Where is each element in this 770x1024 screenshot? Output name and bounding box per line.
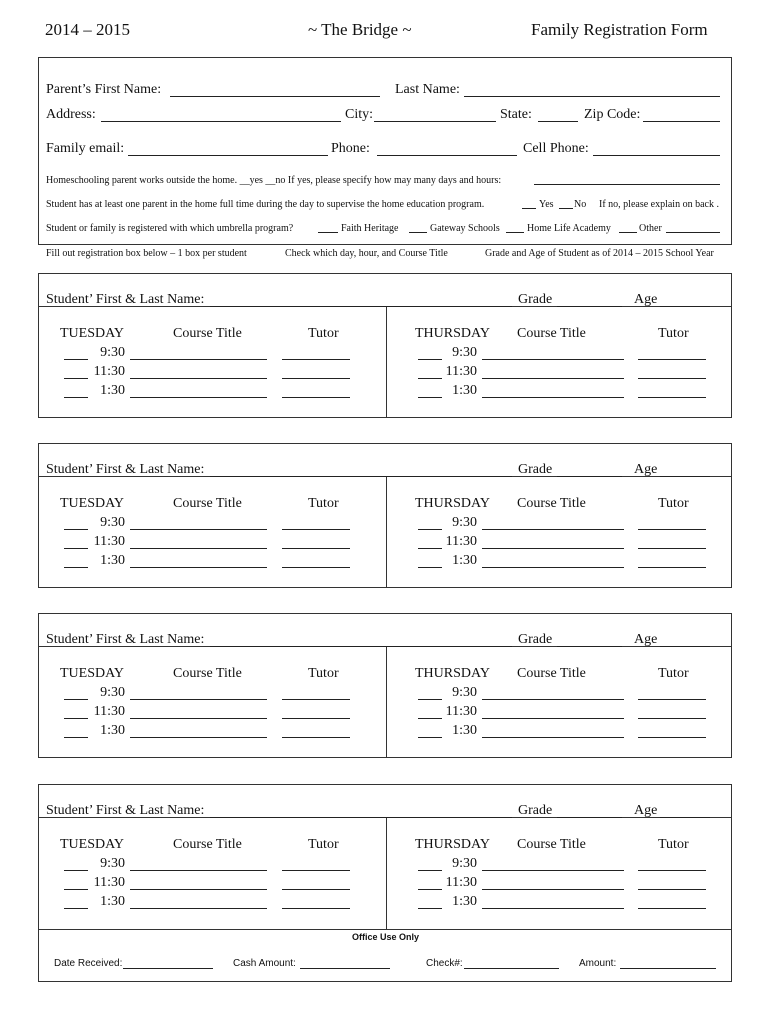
- other-program-field[interactable]: [666, 232, 720, 233]
- course-title-header: Course Title: [517, 326, 586, 341]
- thursday-header: THURSDAY: [415, 496, 490, 511]
- tutor-header: Tutor: [658, 666, 689, 681]
- tuesday-time-label: 1:30: [100, 894, 125, 909]
- course-title-header: Course Title: [173, 496, 242, 511]
- age-label: Age: [634, 462, 658, 477]
- thursday-tutor-field[interactable]: [638, 397, 706, 398]
- instruction-grade-age: Grade and Age of Student as of 2014 – 2015 School Year: [485, 248, 714, 259]
- office-use-title: Office Use Only: [352, 932, 420, 942]
- home-life-academy-blank[interactable]: [506, 232, 524, 233]
- tuesday-course-field[interactable]: [130, 908, 267, 909]
- umbrella-program-question: Student or family is registered with which umbrella program?: [46, 223, 294, 234]
- thursday-time-label: 1:30: [452, 894, 477, 909]
- thursday-tutor-field[interactable]: [638, 567, 706, 568]
- tuesday-time-label: 11:30: [93, 364, 125, 379]
- student-name-field[interactable]: [210, 646, 512, 647]
- thursday-course-field[interactable]: [482, 908, 624, 909]
- tuesday-tutor-field[interactable]: [282, 908, 350, 909]
- tuesday-time-label: 1:30: [100, 723, 125, 738]
- age-label: Age: [634, 803, 658, 818]
- tutor-header: Tutor: [658, 326, 689, 341]
- tuesday-tutor-field[interactable]: [282, 870, 350, 871]
- tuesday-time-label: 11:30: [93, 875, 125, 890]
- cell-phone-label: Cell Phone:: [523, 141, 589, 156]
- thursday-time-label: 1:30: [452, 723, 477, 738]
- date-received-field[interactable]: [123, 968, 213, 969]
- tuesday-tutor-field[interactable]: [282, 548, 350, 549]
- thursday-course-field[interactable]: [482, 397, 624, 398]
- faith-heritage-label: Faith Heritage: [341, 223, 399, 234]
- thursday-course-field[interactable]: [482, 548, 624, 549]
- tuesday-header: TUESDAY: [60, 837, 125, 852]
- tuesday-tutor-field[interactable]: [282, 718, 350, 719]
- amount-field[interactable]: [620, 968, 716, 969]
- office-use-divider: [38, 929, 732, 930]
- city-label: City:: [345, 107, 374, 122]
- course-title-header: Course Title: [517, 666, 586, 681]
- tutor-header: Tutor: [308, 666, 339, 681]
- city-field[interactable]: [374, 121, 496, 122]
- tuesday-tutor-field[interactable]: [282, 397, 350, 398]
- amount-label: Amount:: [579, 958, 617, 969]
- parent-last-name-label: Last Name:: [395, 82, 460, 97]
- tuesday-course-field[interactable]: [130, 397, 267, 398]
- tuesday-tutor-field[interactable]: [282, 889, 350, 890]
- tuesday-course-field[interactable]: [130, 567, 267, 568]
- other-program-blank[interactable]: [619, 232, 637, 233]
- full-time-parent-question: Student has at least one parent in the home full time during the day to supervise the home education program.: [46, 199, 485, 210]
- tuesday-time-label: 9:30: [100, 345, 125, 360]
- tuesday-time-label: 11:30: [93, 704, 125, 719]
- cell-phone-field[interactable]: [593, 155, 720, 156]
- thursday-time-label: 11:30: [445, 534, 477, 549]
- student-name-label: Student’ First & Last Name:: [46, 292, 205, 307]
- tuesday-time-label: 1:30: [100, 383, 125, 398]
- check-number-field[interactable]: [464, 968, 559, 969]
- day-divider: [386, 646, 387, 758]
- gateway-schools-blank[interactable]: [409, 232, 427, 233]
- course-title-header: Course Title: [517, 496, 586, 511]
- age-field[interactable]: [660, 646, 710, 647]
- thursday-course-field[interactable]: [482, 529, 624, 530]
- grade-field[interactable]: [557, 476, 622, 477]
- student-name-label: Student’ First & Last Name:: [46, 803, 205, 818]
- parent-first-name-field[interactable]: [170, 96, 380, 97]
- tuesday-tutor-field[interactable]: [282, 737, 350, 738]
- program-title: ~ The Bridge ~: [308, 20, 412, 39]
- cash-amount-label: Cash Amount:: [233, 958, 296, 969]
- thursday-tutor-field[interactable]: [638, 359, 706, 360]
- works-outside-question: Homeschooling parent works outside the home. __yes __no If yes, please specify how may many days and hours:: [46, 175, 502, 186]
- grade-field[interactable]: [557, 306, 622, 307]
- grade-label: Grade: [518, 462, 553, 477]
- age-field[interactable]: [660, 306, 710, 307]
- thursday-time-label: 9:30: [452, 345, 477, 360]
- email-label: Family email:: [46, 141, 125, 156]
- thursday-tutor-field[interactable]: [638, 889, 706, 890]
- tuesday-header: TUESDAY: [60, 326, 125, 341]
- phone-label: Phone:: [331, 141, 370, 156]
- student-name-field[interactable]: [210, 476, 512, 477]
- thursday-time-label: 11:30: [445, 364, 477, 379]
- tuesday-course-field[interactable]: [130, 870, 267, 871]
- tuesday-course-field[interactable]: [130, 548, 267, 549]
- tuesday-header: TUESDAY: [60, 496, 125, 511]
- thursday-course-field[interactable]: [482, 870, 624, 871]
- check-number-label: Check#:: [426, 958, 463, 969]
- thursday-tutor-field[interactable]: [638, 378, 706, 379]
- tutor-header: Tutor: [658, 496, 689, 511]
- instruction-box-per-student: Fill out registration box below – 1 box per student: [46, 248, 247, 259]
- thursday-tutor-field[interactable]: [638, 699, 706, 700]
- form-title: Family Registration Form: [531, 20, 708, 39]
- tuesday-course-field[interactable]: [130, 718, 267, 719]
- thursday-tutor-field[interactable]: [638, 908, 706, 909]
- grade-label: Grade: [518, 803, 553, 818]
- other-program-label: Other: [639, 223, 662, 234]
- thursday-time-label: 1:30: [452, 383, 477, 398]
- home-life-academy-label: Home Life Academy: [527, 223, 611, 234]
- zip-field[interactable]: [643, 121, 720, 122]
- date-received-label: Date Received:: [54, 958, 123, 969]
- thursday-time-label: 11:30: [445, 704, 477, 719]
- grade-field[interactable]: [557, 817, 622, 818]
- thursday-course-field[interactable]: [482, 699, 624, 700]
- thursday-tutor-field[interactable]: [638, 548, 706, 549]
- student-name-label: Student’ First & Last Name:: [46, 632, 205, 647]
- faith-heritage-blank[interactable]: [318, 232, 338, 233]
- parent-last-name-field[interactable]: [464, 96, 720, 97]
- course-title-header: Course Title: [173, 837, 242, 852]
- thursday-time-label: 9:30: [452, 856, 477, 871]
- thursday-time-label: 9:30: [452, 685, 477, 700]
- tuesday-time-label: 9:30: [100, 515, 125, 530]
- tuesday-course-field[interactable]: [130, 889, 267, 890]
- tuesday-course-field[interactable]: [130, 737, 267, 738]
- thursday-header: THURSDAY: [415, 326, 490, 341]
- thursday-course-field[interactable]: [482, 567, 624, 568]
- thursday-tutor-field[interactable]: [638, 737, 706, 738]
- thursday-course-field[interactable]: [482, 378, 624, 379]
- thursday-course-field[interactable]: [482, 737, 624, 738]
- age-label: Age: [634, 292, 658, 307]
- age-field[interactable]: [660, 476, 710, 477]
- tuesday-tutor-field[interactable]: [282, 359, 350, 360]
- age-field[interactable]: [660, 817, 710, 818]
- thursday-time-label: 1:30: [452, 553, 477, 568]
- tuesday-time-label: 1:30: [100, 553, 125, 568]
- student-name-label: Student’ First & Last Name:: [46, 462, 205, 477]
- tuesday-course-field[interactable]: [130, 359, 267, 360]
- tutor-header: Tutor: [308, 837, 339, 852]
- state-label: State:: [500, 107, 532, 122]
- grade-field[interactable]: [557, 646, 622, 647]
- tuesday-tutor-field[interactable]: [282, 567, 350, 568]
- thursday-tutor-field[interactable]: [638, 718, 706, 719]
- tuesday-course-field[interactable]: [130, 378, 267, 379]
- tuesday-time-label: 11:30: [93, 534, 125, 549]
- instruction-check-day: Check which day, hour, and Course Title: [285, 248, 448, 259]
- thursday-tutor-field[interactable]: [638, 870, 706, 871]
- tutor-header: Tutor: [658, 837, 689, 852]
- full-time-no-blank[interactable]: [559, 208, 573, 209]
- cash-amount-field[interactable]: [300, 968, 390, 969]
- tuesday-tutor-field[interactable]: [282, 378, 350, 379]
- full-time-yes-label: Yes: [539, 199, 554, 210]
- email-field[interactable]: [128, 155, 328, 156]
- student-name-field[interactable]: [210, 306, 512, 307]
- tutor-header: Tutor: [308, 326, 339, 341]
- student-name-field[interactable]: [210, 817, 512, 818]
- thursday-header: THURSDAY: [415, 837, 490, 852]
- full-time-yes-blank[interactable]: [522, 208, 536, 209]
- thursday-course-field[interactable]: [482, 889, 624, 890]
- phone-field[interactable]: [377, 155, 517, 156]
- address-field[interactable]: [101, 121, 341, 122]
- address-label: Address:: [46, 107, 96, 122]
- state-field[interactable]: [538, 121, 578, 122]
- tuesday-tutor-field[interactable]: [282, 699, 350, 700]
- thursday-header: THURSDAY: [415, 666, 490, 681]
- parent-first-name-label: Parent’s First Name:: [46, 82, 162, 97]
- tuesday-course-field[interactable]: [130, 699, 267, 700]
- day-divider: [386, 817, 387, 929]
- grade-label: Grade: [518, 632, 553, 647]
- thursday-course-field[interactable]: [482, 718, 624, 719]
- tuesday-course-field[interactable]: [130, 529, 267, 530]
- thursday-tutor-field[interactable]: [638, 529, 706, 530]
- thursday-time-label: 11:30: [445, 875, 477, 890]
- full-time-no-label: No: [574, 199, 587, 210]
- thursday-course-field[interactable]: [482, 359, 624, 360]
- course-title-header: Course Title: [173, 666, 242, 681]
- tuesday-time-label: 9:30: [100, 856, 125, 871]
- school-year: 2014 – 2015: [45, 20, 130, 39]
- tuesday-tutor-field[interactable]: [282, 529, 350, 530]
- works-outside-answer[interactable]: [534, 184, 720, 185]
- tuesday-header: TUESDAY: [60, 666, 125, 681]
- course-title-header: Course Title: [173, 326, 242, 341]
- zip-label: Zip Code:: [584, 107, 641, 122]
- tuesday-time-label: 9:30: [100, 685, 125, 700]
- thursday-time-label: 9:30: [452, 515, 477, 530]
- full-time-explain-note: If no, please explain on back .: [599, 199, 719, 210]
- gateway-schools-label: Gateway Schools: [430, 223, 500, 234]
- grade-label: Grade: [518, 292, 553, 307]
- course-title-header: Course Title: [517, 837, 586, 852]
- age-label: Age: [634, 632, 658, 647]
- tutor-header: Tutor: [308, 496, 339, 511]
- day-divider: [386, 306, 387, 418]
- day-divider: [386, 476, 387, 588]
